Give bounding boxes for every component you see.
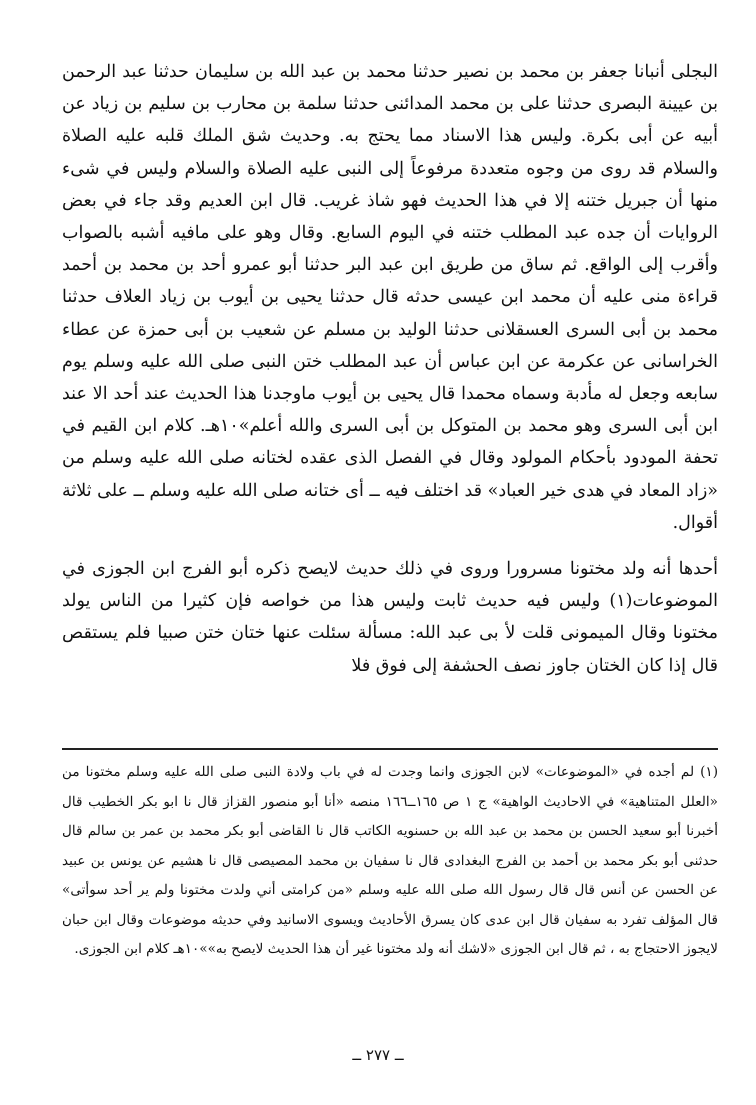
footnote-divider bbox=[62, 748, 718, 750]
page-number: ــ ٢٧٧ ــ bbox=[352, 1046, 404, 1064]
main-paragraph-1: البجلى أنبانا جعفر بن محمد بن نصير حدثنا محمد بن عبد الله بن سليمان حدثنا عبد الرحمن بن عيينة البصرى حدثنا على بن محمد المدائنى حدثنا سلمة بن محارب بن سليم بن زياد عن أبيه عن أبى بكرة. وليس هذا الاسناد مما يحتج به. وحديث شق الملك قلبه عليه الصلاة والسلام قد روى من وجوه متعددة مرفوعاً إلى النبى عليه الصلاة والسلام وليس في شىء منها أن جبريل ختنه إلا في هذا الحديث فهو شاذ غريب. قال ابن العديم وقد جاء في بعض الروايات أن جده عبد المطلب ختنه في اليوم السابع. وقال وهو على مافيه أشبه بالصواب وأقرب إلى الواقع. ثم ساق من طريق ابن عبد البر حدثنا أبو عمرو أحد بن محمد بن أحمد قراءة منى عليه أن محمد ابن عيسى حدثه قال حدثنا يحيى بن أيوب بن زياد العلاف حدثنا محمد بن أبى السرى العسقلانى حدثنا الوليد بن مسلم عن شعيب بن أبى حمزة عن عطاء الخراسانى عن عكرمة عن ابن عباس أن عبد المطلب ختن النبى صلى الله عليه وسلم يوم سابعه وجعل له مأدبة وسماه محمدا قال يحيى بن أيوب ماوجدنا هذا الحديث عند أحد الا عند ابن أبى السرى وهو محمد بن المتوكل بن أبى السرى والله أعلم»١٠هـ. كلام ابن القيم في تحفة المودود بأحكام المولود وقال في الفصل الذى عقده لختانه صلى الله عليه وسلم من «زاد المعاد في هدى خير العباد» قد اختلف فيه ــ أى ختانه صلى الله عليه وسلم ــ على ثلاثة أقوال. bbox=[62, 62, 718, 533]
main-paragraph-2: أحدها أنه ولد مختونا مسرورا وروى في ذلك حديث لايصح ذكره أبو الفرج ابن الجوزى في الموضوعات(١) وليس فيه حديث ثابت وليس هذا من خواصه فإن كثيرا من الناس يولد مختونا وقال الميمونى قلت لأ بى عبد الله: مسألة سئلت عنها ختان ختن صبيا فلم يستقص قال إذا كان الختان جاوز نصف الحشفة إلى فوق فلا bbox=[62, 559, 718, 676]
main-text-block bbox=[62, 56, 718, 682]
footnote-block bbox=[62, 758, 718, 965]
footnote-text: (١) لم أجده في «الموضوعات» لابن الجوزى وانما وجدت له في باب ولادة النبى صلى الله عليه وسلم مختونا من «العلل المتناهية» في الاحاديث الواهية» ج ١ ص ١٦٥ــ١٦٦ منصه «أنا أبو منصور القزاز قال نا ابو بكر الخطيب قال أخبرنا أبو سعيد الحسن بن محمد بن عبد الله بن حسنويه الكاتب قال نا القاضى أبو بكر محمد بن عمر بن سالم قال حدثنى أبو بكر محمد بن أحمد بن الفرج البغدادى قال نا سفيان بن محمد المصيصى قال نا هشيم عن يونس بن عبيد عن الحسن عن أنس قال قال رسول الله صلى الله عليه وسلم «من كرامتى أني ولدت مختونا ولم ير أحد سوأتى» قال المؤلف تفرد به سفيان قال ابن عدى كان يسرق الأحاديث ويسوى الاسانيد وفي حديثه موضوعات وقال ابن حبان لايجوز الاحتجاج به ، ثم قال ابن الجوزى «لاشك أنه ولد مختونا غير أن هذا الحديث لايصح به»»١٠هـ كلام ابن الجوزى. bbox=[62, 764, 719, 957]
